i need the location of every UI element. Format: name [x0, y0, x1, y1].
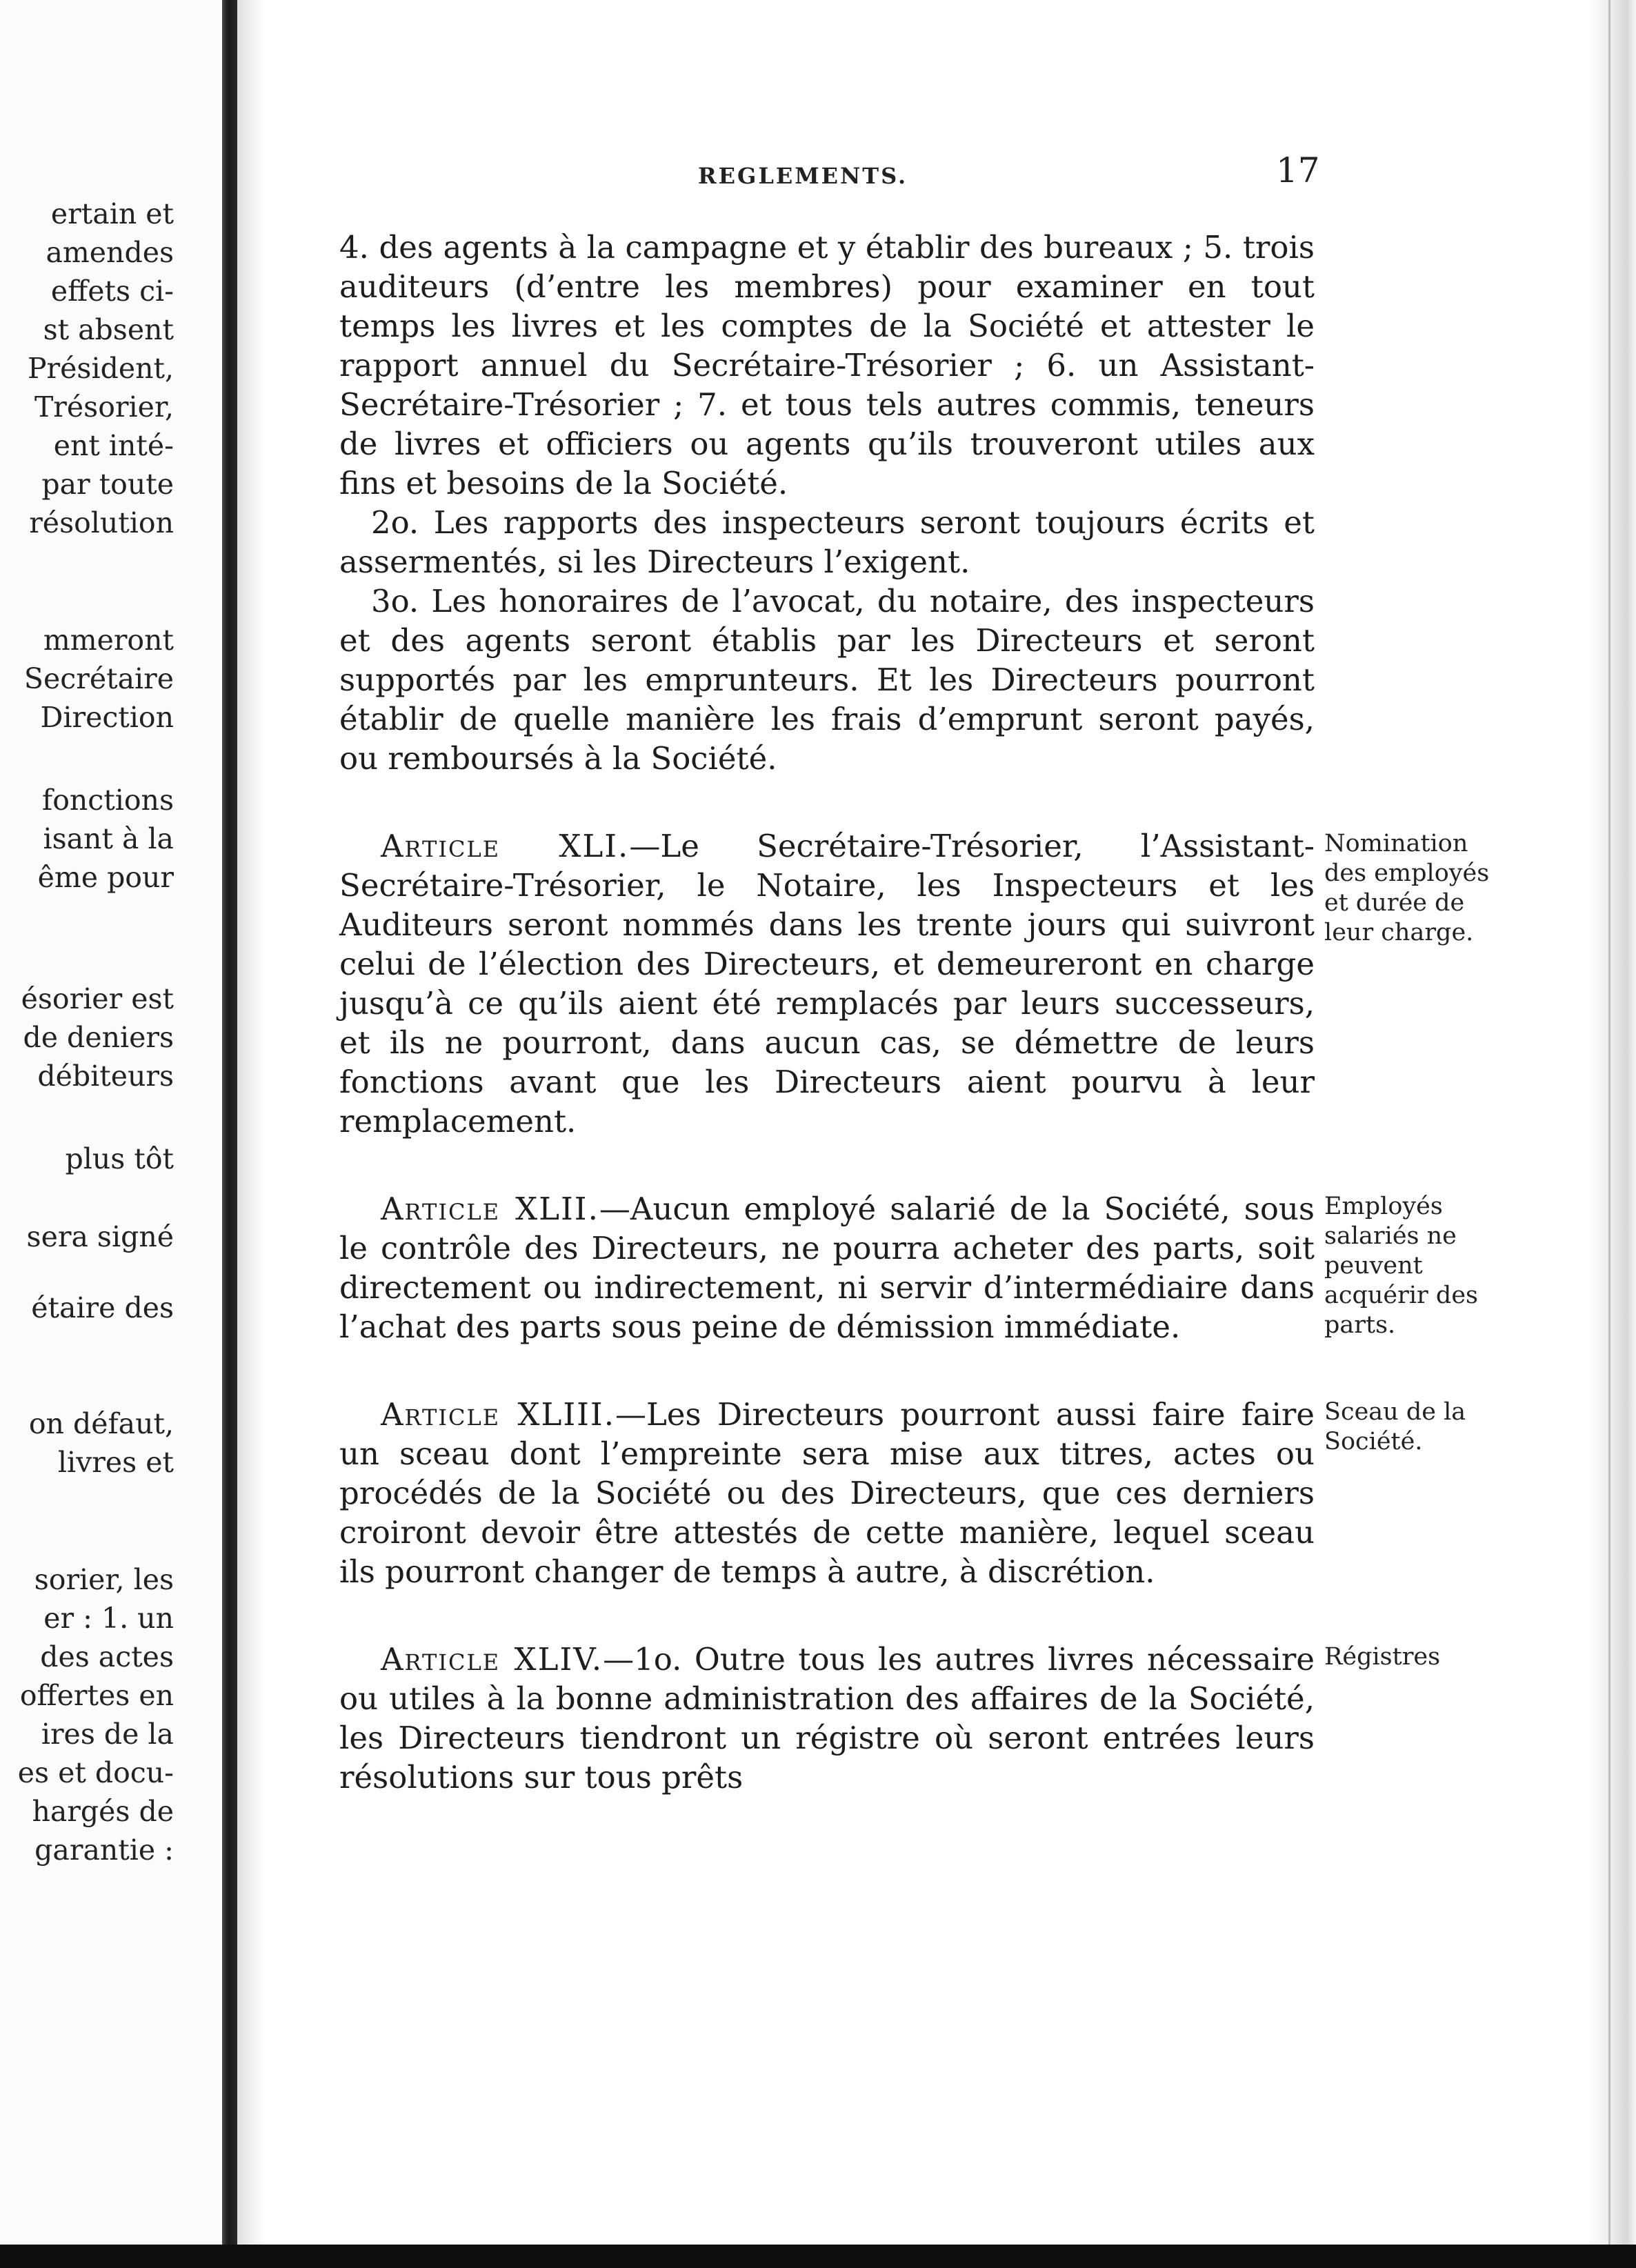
facing-page-line: Trésorier,	[34, 390, 174, 424]
facing-page-line: par toute	[41, 468, 174, 501]
facing-page-line: es et docu-	[17, 1756, 174, 1789]
facing-page-line: effets ci-	[50, 275, 174, 308]
margin-note-registers: Régistres	[1324, 1643, 1441, 1671]
paragraph-officers-list: 4. des agents à la campagne et y établir des bureaux ; 5. trois auditeurs (d’entre les membres) pour examiner en tout temps les livres et les comptes de la Société et attester le rapport annuel du Secrétaire-Trésorier ; 6. un Assistant-Secrétaire-Trésorier ; 7. et tous tels autres commis, teneurs de livres et officiers ou agents qu’ils trouveront utiles aux fins et besoins de la Société.	[339, 229, 1315, 501]
margin-note-employees-shares: Employés salariés ne peuvent acquérir des parts.	[1324, 1193, 1478, 1339]
running-title: REGLEMENTS.	[698, 163, 908, 189]
facing-page-line: sera signé	[26, 1220, 174, 1253]
facing-page-line: amendes	[46, 236, 174, 269]
article-text: —Aucun employé salarié de la Société, sous le contrôle des Directeurs, ne pourra acheter des parts, soit directement ou indirectement, ni servir d’intermédiaire dans l’achat des parts sous peine de démission immédiate.	[339, 1191, 1315, 1345]
facing-page-line: ême pour	[37, 861, 174, 894]
article-text: —Le Secrétaire-Trésorier, l’Assistant-Secrétaire-Trésorier, le Notaire, les Inspecteurs et les Auditeurs seront nommés dans les trente jours qui suivront celui de l’élection des Directeurs, et demeureront en charge jusqu’à ce qu’ils aient été remplacés par leurs successeurs, et ils ne pourront, dans aucun cas, se démettre de leurs fonctions avant que les Directeurs aient pourvu à leur remplacement.	[339, 828, 1315, 1140]
facing-page-line: des actes	[40, 1640, 174, 1673]
facing-page-line: garantie :	[34, 1833, 174, 1867]
article-label: Article XLI.	[381, 828, 630, 864]
margin-note-employees-appointment: Nomination des employés et durée de leur charge.	[1324, 830, 1490, 946]
article-xliv	[339, 1640, 1315, 1797]
facing-page-line: livres et	[57, 1446, 174, 1479]
facing-page-line: de deniers	[23, 1021, 174, 1054]
facing-page-line: Direction	[40, 701, 174, 734]
facing-page-line: ent inté-	[53, 429, 174, 462]
article-xlii	[339, 1189, 1315, 1346]
facing-page-line: isant à la	[43, 822, 174, 855]
facing-page-line: ertain et	[50, 197, 174, 230]
facing-page-line: on défaut,	[28, 1407, 174, 1440]
scan-border	[0, 2245, 1636, 2268]
article-text: —1o. Outre tous les autres livres nécessaire ou utiles à la bonne administration des affaires de la Société, les Directeurs tiendront un régistre où seront entrées leurs résolutions sur tous prêts	[339, 1641, 1315, 1796]
facing-page-line: ésorier est	[21, 982, 174, 1015]
article-label: Article XLIV.	[381, 1641, 603, 1678]
article-xli	[339, 826, 1315, 1141]
margin-note-seal: Sceau de la Société.	[1324, 1398, 1466, 1455]
facing-page-line: hargés de	[32, 1795, 174, 1828]
facing-page-line: fonctions	[42, 784, 174, 817]
facing-page-fragment	[0, 0, 222, 2268]
facing-page-line: résolution	[29, 506, 174, 539]
book-gutter	[222, 0, 237, 2268]
gutter-shadow	[237, 0, 265, 2268]
paragraph-fees: 3o. Les honoraires de l’avocat, du notaire, des inspecteurs et des agents seront établis par les Directeurs et seront supportés par les emprunteurs. Et les Directeurs pourront établir de quelle manière les frais d’emprunt seront payés, ou remboursés à la Société.	[339, 583, 1315, 777]
facing-page-line: Président,	[27, 352, 174, 385]
facing-page-line: ires de la	[41, 1718, 174, 1751]
page-number: 17	[1276, 150, 1320, 190]
facing-page-line: offertes en	[19, 1679, 174, 1712]
article-text: —Les Directeurs pourront aussi faire faire un sceau dont l’empreinte sera mise aux titres, actes ou procédés de la Société ou des Directeurs, que ces derniers croiront devoir être attestés de cette manière, lequel sceau ils pourront changer de temps à autre, à discrétion.	[339, 1396, 1315, 1590]
facing-page-line: Secrétaire	[23, 662, 174, 695]
facing-page-line: étaire des	[31, 1291, 174, 1324]
facing-page-line: er : 1. un	[43, 1602, 174, 1635]
facing-page-line: plus tôt	[65, 1142, 174, 1175]
page-edge	[1588, 0, 1636, 2268]
facing-page-line: débiteurs	[37, 1060, 174, 1093]
article-xliii	[339, 1395, 1315, 1591]
main-text-column	[339, 228, 1315, 1797]
facing-page-line: sorier, les	[34, 1563, 174, 1596]
paragraph-inspector-reports: 2o. Les rapports des inspecteurs seront toujours écrits et assermentés, si les Directeurs l’exigent.	[339, 504, 1315, 580]
facing-page-line: mmeront	[43, 624, 174, 657]
facing-page-line: st absent	[43, 313, 174, 346]
article-label: Article XLII.	[381, 1191, 599, 1227]
article-label: Article XLIII.	[381, 1396, 616, 1433]
